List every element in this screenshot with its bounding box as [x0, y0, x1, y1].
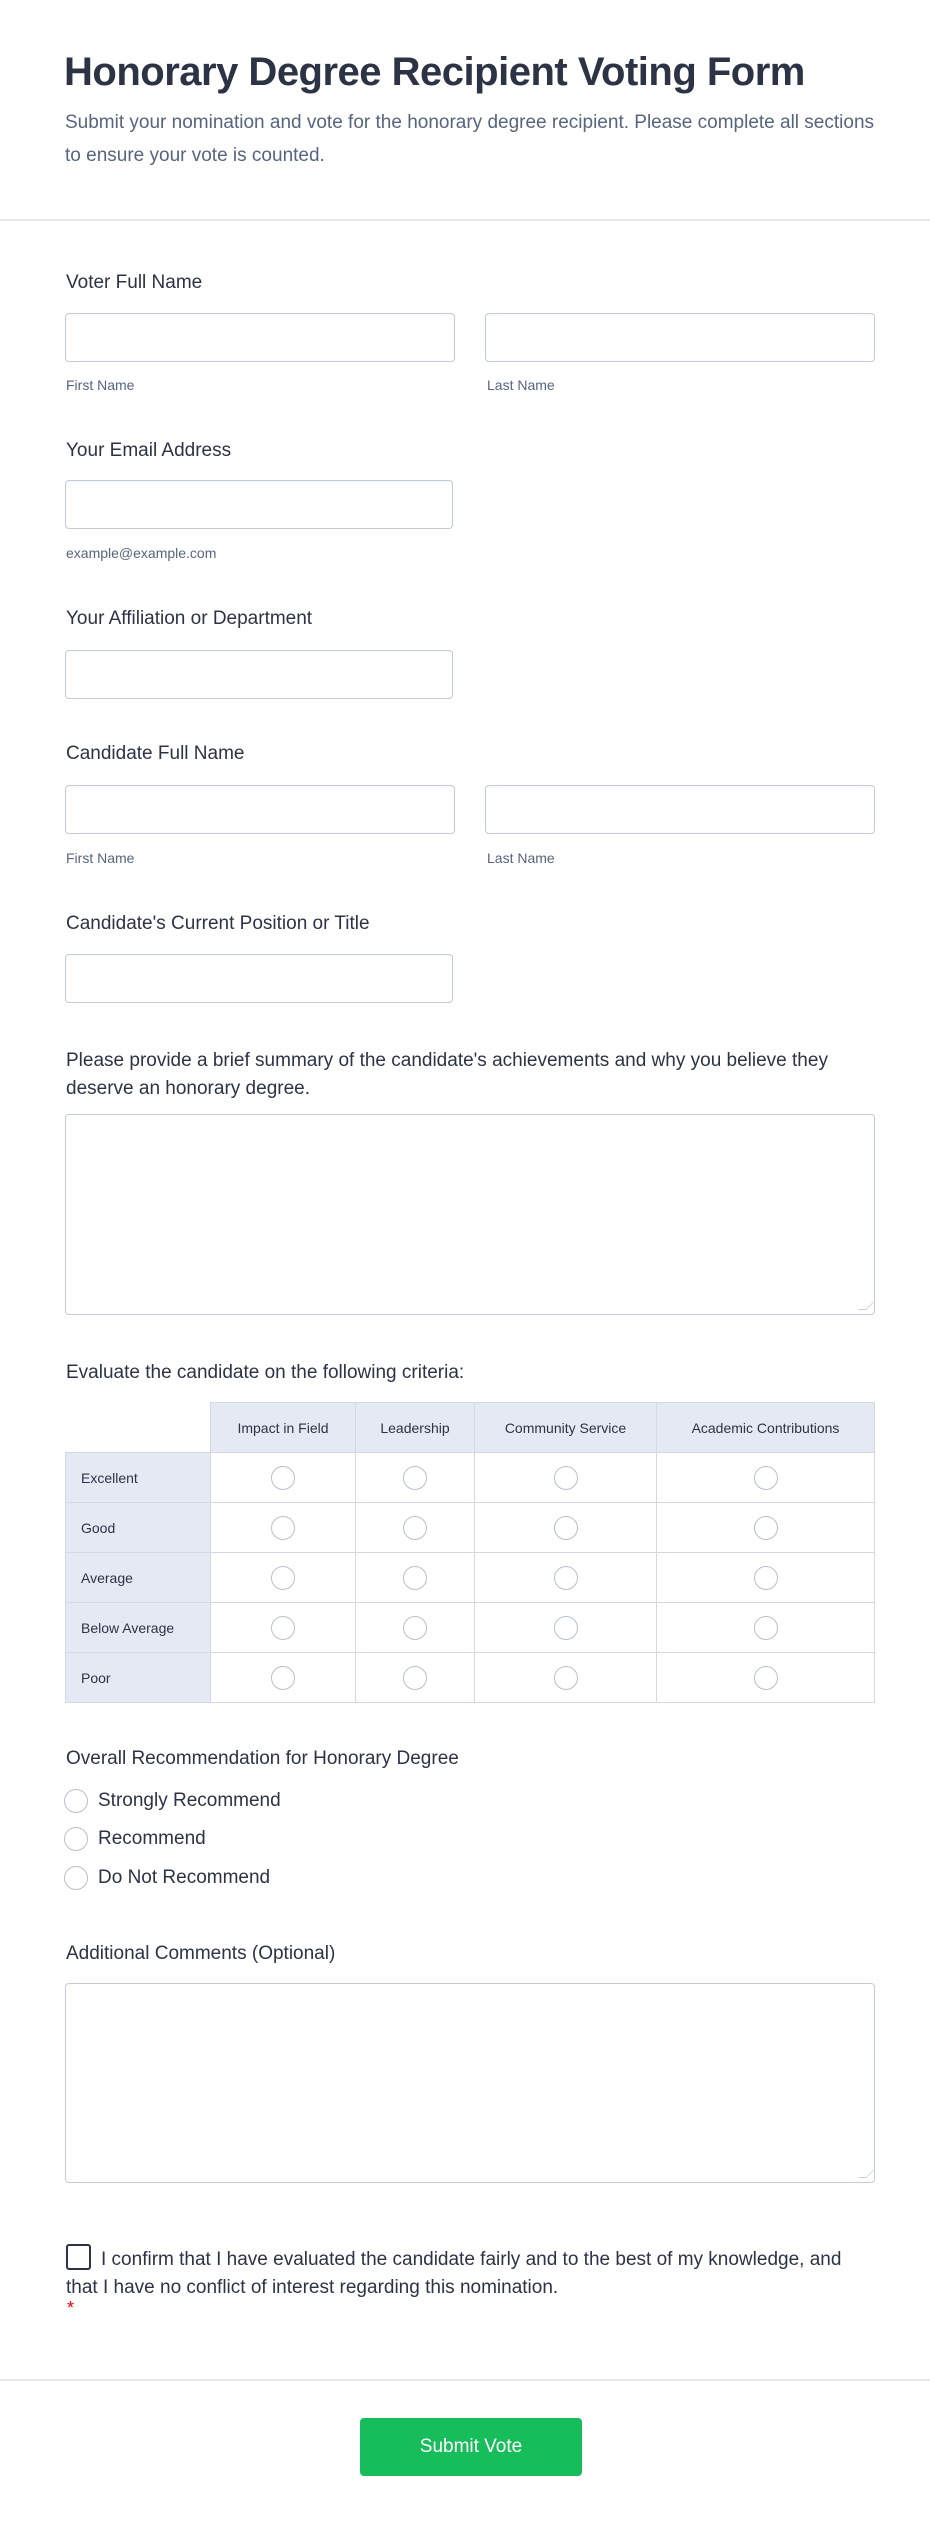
matrix-row [66, 1453, 875, 1503]
summary-label: Please provide a brief summary of the candidate's achievements and why you believe they deserve an honorary degree. [66, 1050, 828, 1099]
email-label: Your Email Address [66, 440, 232, 461]
evaluation-matrix [65, 1402, 875, 1703]
affiliation-label: Your Affiliation or Department [66, 608, 313, 629]
candidate-name-label: Candidate Full Name [66, 743, 245, 764]
recommendation-option[interactable] [64, 1827, 206, 1851]
matrix-cell [475, 1603, 657, 1653]
matrix-row [66, 1553, 875, 1603]
recommendation-option[interactable] [64, 1789, 281, 1813]
page-subtitle: Submit your nomination and vote for the honorary degree recipient. Please complete all sections to ensure your vote is counted. [65, 112, 875, 166]
matrix-cell [475, 1453, 657, 1503]
matrix-corner [66, 1403, 211, 1453]
matrix-radio[interactable] [271, 1666, 295, 1690]
matrix-radio[interactable] [754, 1466, 778, 1490]
matrix-cell [475, 1503, 657, 1553]
matrix-radio[interactable] [271, 1616, 295, 1640]
matrix-radio[interactable] [271, 1466, 295, 1490]
matrix-row [66, 1653, 875, 1703]
matrix-cell [356, 1603, 475, 1653]
comments-label: Additional Comments (Optional) [66, 1943, 336, 1964]
matrix-cell [657, 1503, 875, 1553]
matrix-cell [657, 1653, 875, 1703]
matrix-cell [356, 1453, 475, 1503]
email-input[interactable] [65, 480, 453, 529]
matrix-radio[interactable] [554, 1616, 578, 1640]
matrix-cell [657, 1453, 875, 1503]
matrix-radio[interactable] [271, 1566, 295, 1590]
comments-textarea[interactable] [65, 1983, 875, 2183]
summary-textarea[interactable] [65, 1114, 875, 1315]
voter-first-name-input[interactable] [65, 313, 455, 362]
option-label: Recommend [98, 1828, 206, 1849]
matrix-radio[interactable] [754, 1566, 778, 1590]
matrix-radio[interactable] [403, 1566, 427, 1590]
option-label: Strongly Recommend [98, 1790, 281, 1811]
voter-last-name-sublabel: Last Name [487, 377, 555, 393]
matrix-row-header: Below Average [66, 1603, 211, 1653]
affiliation-input[interactable] [65, 650, 453, 699]
matrix-cell [475, 1553, 657, 1603]
radio-icon[interactable] [64, 1827, 88, 1851]
radio-icon[interactable] [64, 1866, 88, 1890]
matrix-cell [356, 1553, 475, 1603]
matrix-cell [211, 1653, 356, 1703]
matrix-row-header: Poor [66, 1653, 211, 1703]
matrix-row [66, 1503, 875, 1553]
position-label: Candidate's Current Position or Title [66, 913, 370, 934]
confirm-text: I confirm that I have evaluated the candidate fairly and to the best of my knowledge, and that I have no conflict of interest regarding this nomination. [66, 2249, 842, 2298]
footer-divider [0, 2379, 930, 2381]
email-sublabel: example@example.com [66, 545, 217, 561]
candidate-last-name-sublabel: Last Name [487, 850, 555, 866]
matrix-label: Evaluate the candidate on the following criteria: [66, 1362, 465, 1383]
matrix-row [66, 1603, 875, 1653]
matrix-cell [657, 1553, 875, 1603]
matrix-row-header: Excellent [66, 1453, 211, 1503]
matrix-cell [475, 1653, 657, 1703]
matrix-radio[interactable] [554, 1466, 578, 1490]
matrix-cell [356, 1503, 475, 1553]
matrix-radio[interactable] [403, 1616, 427, 1640]
matrix-radio[interactable] [271, 1516, 295, 1540]
radio-icon[interactable] [64, 1789, 88, 1813]
matrix-radio[interactable] [754, 1516, 778, 1540]
checkbox[interactable] [66, 2244, 91, 2270]
matrix-radio[interactable] [554, 1666, 578, 1690]
matrix-radio[interactable] [403, 1666, 427, 1690]
page-title: Honorary Degree Recipient Voting Form [64, 50, 805, 94]
matrix-column-header: Community Service [475, 1403, 657, 1453]
matrix-radio[interactable] [403, 1466, 427, 1490]
matrix-row-header: Average [66, 1553, 211, 1603]
matrix-column-header: Leadership [356, 1403, 475, 1453]
candidate-last-name-input[interactable] [485, 785, 875, 834]
matrix-radio[interactable] [754, 1616, 778, 1640]
resize-handle-icon[interactable] [858, 1302, 874, 1310]
matrix-cell [211, 1453, 356, 1503]
matrix-column-header: Academic Contributions [657, 1403, 875, 1453]
required-asterisk: * [67, 2298, 75, 2318]
recommendation-label: Overall Recommendation for Honorary Degree [66, 1748, 459, 1769]
matrix-row-header: Good [66, 1503, 211, 1553]
option-label: Do Not Recommend [98, 1867, 271, 1888]
matrix-cell [657, 1603, 875, 1653]
matrix-cell [211, 1503, 356, 1553]
matrix-radio[interactable] [554, 1516, 578, 1540]
position-input[interactable] [65, 954, 453, 1003]
voter-name-label: Voter Full Name [66, 272, 203, 293]
matrix-column-header: Impact in Field [211, 1403, 356, 1453]
matrix-cell [211, 1553, 356, 1603]
recommendation-option[interactable] [64, 1866, 270, 1890]
confirm-checkbox-row[interactable] [66, 2244, 856, 2302]
matrix-cell [211, 1603, 356, 1653]
candidate-first-name-sublabel: First Name [66, 850, 135, 866]
submit-vote-button[interactable]: Submit Vote [360, 2418, 582, 2476]
voter-last-name-input[interactable] [485, 313, 875, 362]
voter-first-name-sublabel: First Name [66, 377, 135, 393]
header-divider [0, 219, 930, 221]
resize-handle-icon[interactable] [858, 2170, 874, 2178]
candidate-first-name-input[interactable] [65, 785, 455, 834]
matrix-radio[interactable] [403, 1516, 427, 1540]
matrix-radio[interactable] [754, 1666, 778, 1690]
matrix-radio[interactable] [554, 1566, 578, 1590]
matrix-cell [356, 1653, 475, 1703]
